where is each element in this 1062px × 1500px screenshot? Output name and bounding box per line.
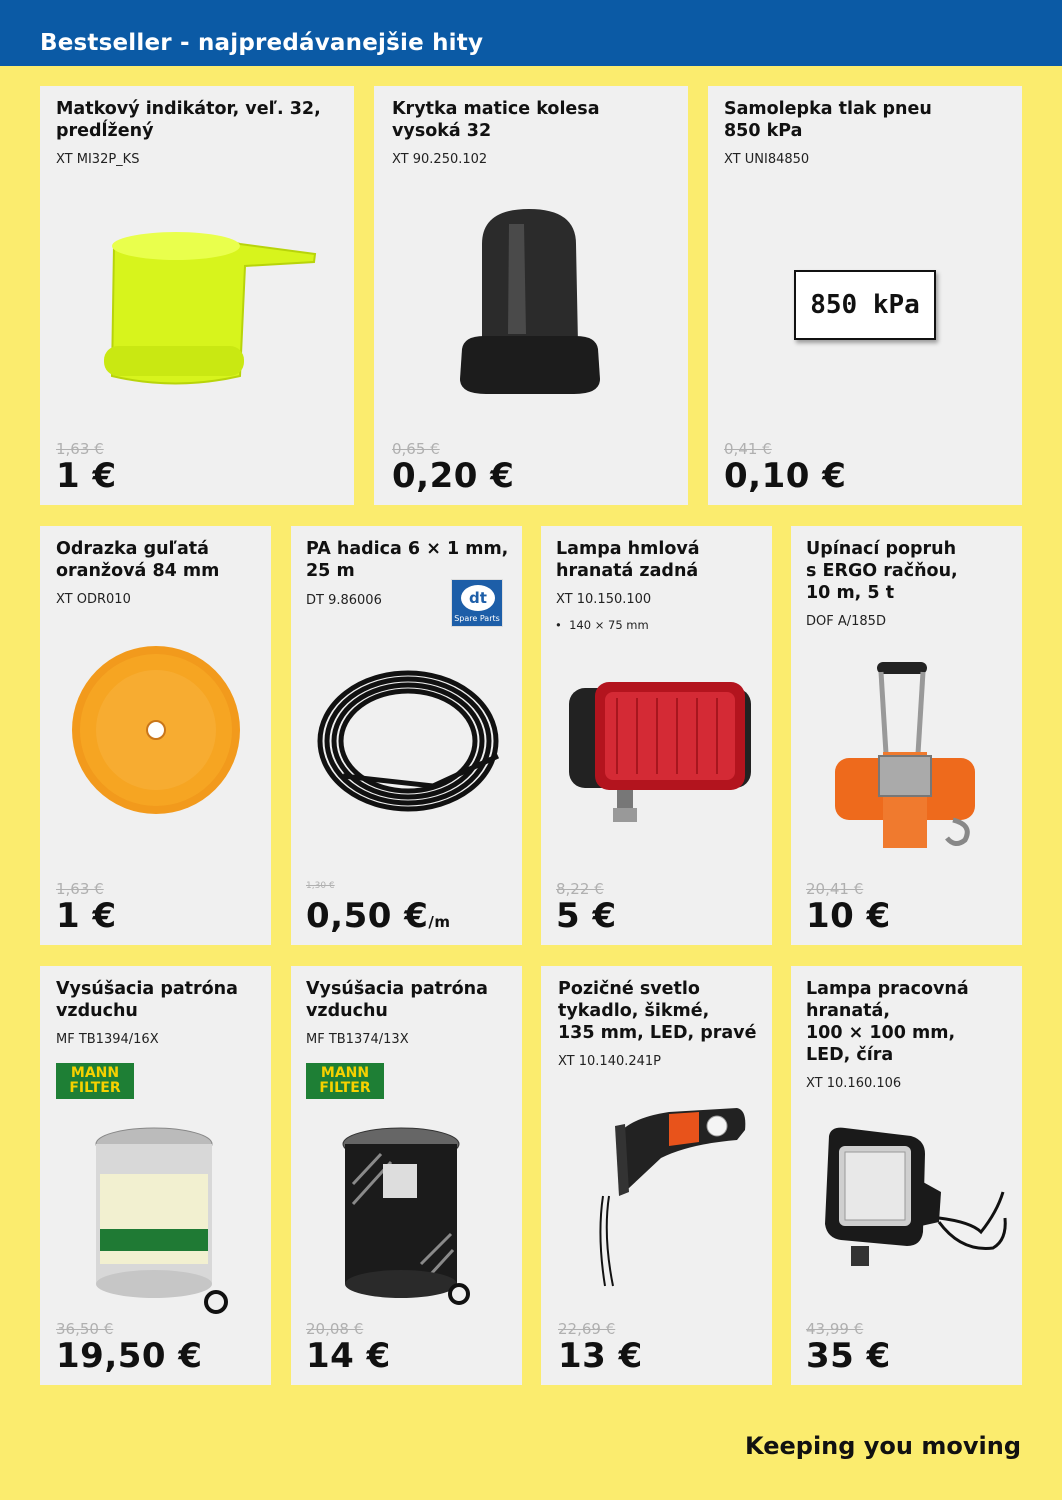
black-air-dryer-cartridge-image (341, 1124, 491, 1314)
black-wheel-nut-cap-image (454, 204, 604, 404)
old-price: 20,08 € (306, 1320, 364, 1338)
footer-slogan: Keeping you moving (745, 1432, 1021, 1460)
product-code: XT 10.150.100 (556, 592, 652, 607)
product-code: XT UNI84850 (724, 152, 810, 167)
brand-line2: FILTER (69, 1080, 121, 1096)
product-name: Lampa hmlová hranatá zadná (556, 539, 700, 581)
product-name: Lampa pracovná hranatá, 100 × 100 mm, LED, číra (806, 979, 969, 1065)
product-code: MF TB1394/16X (56, 1032, 159, 1047)
side-marker-light-image (569, 1096, 749, 1296)
price: 14 € (306, 1336, 391, 1376)
brand-line2: FILTER (319, 1080, 371, 1096)
orange-reflector-image (70, 644, 242, 816)
product-code: DT 9.86006 (306, 593, 382, 608)
silver-air-dryer-cartridge-image (94, 1124, 234, 1314)
product-code: XT MI32P_KS (56, 152, 140, 167)
price: 0,20 € (392, 456, 515, 496)
price: 1 € (56, 456, 117, 496)
product-code: MF TB1374/13X (306, 1032, 409, 1047)
spec-bullet: • 140 × 75 mm (555, 618, 649, 632)
black-pa-hose-image (313, 666, 503, 816)
product-card[interactable] (541, 526, 772, 945)
price (306, 896, 451, 936)
price: 1 € (56, 896, 117, 936)
page-title: Bestseller - najpredávanejšie hity (40, 30, 484, 56)
product-name: Vysúšacia patróna vzduchu (56, 979, 238, 1021)
old-price: 1,30 € (306, 881, 335, 891)
product-name: Samolepka tlak pneu 850 kPa (724, 99, 932, 141)
product-card[interactable] (541, 966, 772, 1385)
product-name: Krytka matice kolesa vysoká 32 (392, 99, 600, 141)
old-price: 43,99 € (806, 1320, 864, 1338)
product-card[interactable] (291, 966, 522, 1385)
pressure-sticker-image (794, 270, 936, 340)
dt-spare-parts-logo (451, 579, 503, 627)
old-price: 0,65 € (392, 440, 440, 458)
page-header (0, 0, 1062, 66)
product-card[interactable] (40, 526, 271, 945)
dt-caption: Spare Parts (454, 614, 500, 623)
old-price: 20,41 € (806, 880, 864, 898)
brand-line1: MANN (70, 1065, 120, 1081)
price: 19,50 € (56, 1336, 203, 1376)
product-card[interactable] (791, 966, 1022, 1385)
product-code: DOF A/185D (806, 614, 886, 629)
lime-nut-indicator-image (100, 216, 320, 396)
product-name: Vysúšacia patróna vzduchu (306, 979, 488, 1021)
product-code: XT 10.140.241P (558, 1054, 662, 1069)
red-fog-lamp-image (567, 678, 753, 828)
product-card[interactable] (708, 86, 1022, 505)
price: 5 € (556, 896, 617, 936)
mann-filter-logo (56, 1063, 134, 1099)
price: 35 € (806, 1336, 891, 1376)
product-name: Odrazka guľatá oranžová 84 mm (56, 539, 220, 581)
product-name: PA hadica 6 × 1 mm, 25 m (306, 539, 509, 581)
price-value: 0,50 € (306, 896, 429, 936)
old-price: 8,22 € (556, 880, 604, 898)
product-card[interactable] (791, 526, 1022, 945)
product-name: Pozičné svetlo tykadlo, šikmé, 135 mm, LED, pravé (558, 979, 757, 1043)
old-price: 0,41 € (724, 440, 772, 458)
product-code: XT 10.160.106 (806, 1076, 902, 1091)
mann-filter-logo (306, 1063, 384, 1099)
price: 0,10 € (724, 456, 847, 496)
product-name: Matkový indikátor, veľ. 32, predĺžený (56, 99, 321, 141)
product-card[interactable] (40, 966, 271, 1385)
old-price: 22,69 € (558, 1320, 616, 1338)
dt-mark: dt (461, 585, 495, 611)
product-card[interactable] (40, 86, 354, 505)
price: 13 € (558, 1336, 643, 1376)
old-price: 36,50 € (56, 1320, 114, 1338)
spec-text: 140 × 75 mm (569, 618, 649, 632)
old-price: 1,63 € (56, 440, 104, 458)
price: 10 € (806, 896, 891, 936)
product-code: XT ODR010 (56, 592, 131, 607)
price-unit: /m (428, 913, 451, 931)
old-price: 1,63 € (56, 880, 104, 898)
product-name: Upínací popruh s ERGO račňou, 10 m, 5 t (806, 539, 958, 603)
led-work-lamp-image (811, 1122, 1011, 1282)
product-card[interactable] (374, 86, 688, 505)
sticker-text: 850 kPa (810, 290, 920, 320)
brand-line1: MANN (320, 1065, 370, 1081)
product-card[interactable] (291, 526, 522, 945)
product-code: XT 90.250.102 (392, 152, 488, 167)
orange-ratchet-strap-image (825, 660, 985, 850)
